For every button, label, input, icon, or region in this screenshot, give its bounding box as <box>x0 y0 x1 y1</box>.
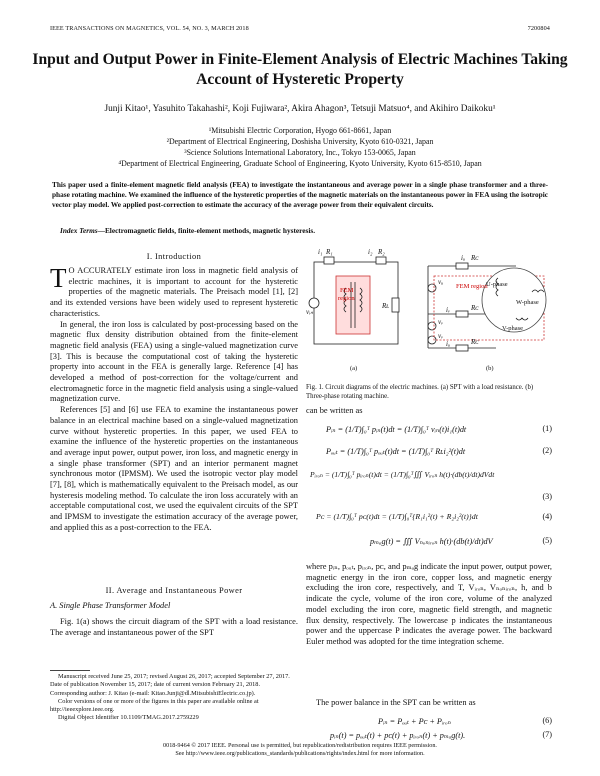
resistor-rc-v <box>456 311 468 317</box>
label-w-phase: W-phase <box>516 299 539 306</box>
equation-1-number: (1) <box>542 424 552 433</box>
power-balance-lead: The power balance in the SPT can be written as <box>316 698 476 707</box>
label-subfigure-b: (b) <box>486 365 494 372</box>
equation-6: Pᵢₙ = Pₒᵤₜ + Pᴄ + Pᵢᵣₒₙ <box>378 717 451 726</box>
figure-circuit-diagrams <box>306 248 552 380</box>
footnote-color: Color versions of one or more of the figures in this paper are available online at http://ieeexplore.ieee.org. <box>50 697 259 714</box>
label-subfigure-a: (a) <box>350 365 358 372</box>
footnote-manuscript: Manuscript received June 25, 2017; revised August 26, 2017; accepted September 27, 2017. Date of publication November 15, 2017; date of current version February 21, 2018. Corresponding author: J. Kitao (e-mail: Kitao.Junji@dl.MitsubishiElectric.co.jp). <box>50 673 290 697</box>
label-u-phase: U-phase <box>486 281 508 288</box>
label-fem-right: FEM region <box>456 283 488 290</box>
source-u-icon <box>428 284 436 292</box>
footnote-rule <box>50 670 90 671</box>
equation-4-number: (4) <box>542 512 552 521</box>
lead-in-text: can be written as <box>306 406 363 415</box>
index-terms-list: —Electromagnetic fields, finite-element methods, magnetic hysteresis. <box>97 226 316 235</box>
resistor-rl <box>392 298 399 312</box>
label-r1: R₁ <box>326 248 333 256</box>
equation-2: Pₒᵤₜ = (1/T)∫₀ᵀ pₒᵤₜ(t)dt = (1/T)∫₀ᵀ Rʟi₂²(t)dt <box>326 447 466 456</box>
label-vv: vᵥ <box>438 318 444 326</box>
label-iw: iᵤ <box>446 340 450 348</box>
intro-paragraph-2: In general, the iron loss is calculated by post-processing based on the magnetic flux density distribution obtained from the finite-element magnetic field analysis (FEA) using a single-valued magnetization curve [3]. This is because the computational cost of taking the hysteretic property into account in the FEA is generally large. Reference [4] has developed a method of post-correction for the voltage/current and electromagnetic force in the magnetic field analysis using a single-valued magnetization curve. <box>50 319 298 404</box>
equation-6-number: (6) <box>542 716 552 725</box>
equation-7: pᵢₙ(t) = pₒᵤₜ(t) + pᴄ(t) + pᵢᵣₒₙ(t) + pₘₐg(t). <box>330 731 466 740</box>
introduction-body <box>50 263 298 534</box>
running-header-journal: IEEE TRANSACTIONS ON MAGNETICS, VOL. 54, NO. 3, MARCH 2018 <box>50 25 249 32</box>
intro-paragraph-1: T O ACCURATELY estimate iron loss in magnetic field analysis of electric machines, it is important to account for the hysteretic properties of the magnetic materials. The Preisach model [1], [2] and its extended versions have been widely used to represent hysteretic characteristics. <box>50 263 298 318</box>
label-vw: vᵥ <box>438 332 444 340</box>
fem-region-left <box>336 276 370 334</box>
label-r2: R₂ <box>378 248 385 256</box>
author-names: Junji Kitao¹, Yasuhito Takahashi², Koji Fujiwara², Akira Ahagon³, Tetsuji Matsuo⁴, and Akihiro Daikoku¹ <box>104 104 496 114</box>
abstract: This paper used a finite-element magnetic field analysis (FEA) to investigate the instantaneous and average power in a single phase transformer and a three-phase rotating machine. We examined the influence of the hysteretic properties of the magnetic materials on the instantaneous power in FEA using the isotropic vector play model. We applied post-correction to estimate the accuracy of the average power from their equivalent circuits. <box>52 180 548 209</box>
affiliation-3: ³Science Solutions International Laboratory, Inc., Tokyo 153-0065, Japan <box>184 148 416 157</box>
voltage-source-icon <box>309 298 319 308</box>
equation-1: Pᵢₙ = (1/T)∫₀ᵀ pᵢₙ(t)dt = (1/T)∫₀ᵀ vᵢₙ(t)i₁(t)dt <box>326 425 467 434</box>
label-iu: iᵤ <box>461 254 465 262</box>
label-i1: i₁ <box>318 248 323 256</box>
author-list <box>30 104 570 114</box>
label-i2: i₂ <box>368 248 373 256</box>
definitions-paragraph: where pᵢₙ, pₒᵤₜ, pᵢᵣₒₙ, pᴄ, and pₘₐg indicate the input power, output power, magnetic energy in the iron core, copper loss, and magnetic energy excluding the iron core, respectively, and T, Vᵢᵣₒₙ, Vₙₒₙᵢᵣₒₙ, h, and b indicate the cycle, volume of the iron core, volume of the analyzed model excluding the iron core, magnetic field strength, and magnetic flux density, respectively. The lowercase p indicates the instantaneous power and the uppercase P indicates the average power. The backward Euler method was adopted for the time integration scheme. <box>306 562 552 646</box>
copyright-line-2: See http://www.ieee.org/publications_standards/publications/rights/index.html for more information. <box>175 750 425 757</box>
section2-paragraph-1: Fig. 1(a) shows the circuit diagram of the SPT with a load resistance. The average and instantaneous power of the SPT <box>50 617 298 637</box>
paper-title: Input and Output Power in Finite-Element Analysis of Electric Machines Taking Account of Hysteretic Property <box>32 51 568 88</box>
equation-4: Pᴄ = (1/T)∫₀ᵀ pᴄ(t)dt = (1/T)∫₀ᵀ{R₁i₁²(t) + R₂i₂²(t)}dt <box>316 512 478 521</box>
copyright-notice <box>40 742 560 758</box>
label-iv: iᵥ <box>446 306 450 314</box>
dropcap-letter: T <box>50 263 67 293</box>
affiliation-1: ¹Mitsubishi Electric Corporation, Hyogo 661-8661, Japan <box>208 126 392 135</box>
affiliation-4: ⁴Department of Electrical Engineering, Graduate School of Engineering, Kyoto University, Kyoto 615-8510, Japan <box>118 159 482 168</box>
copyright-line-1: 0018-9464 © 2017 IEEE. Personal use is permitted, but republication/redistribution requires IEEE permission. <box>163 742 437 749</box>
label-rl: Rʟ <box>382 302 390 310</box>
footnotes <box>50 670 298 723</box>
index-terms-label: Index Terms <box>60 226 98 235</box>
index-terms <box>60 226 550 235</box>
section-title-average-power: II. Average and Instantaneous Power <box>105 586 243 595</box>
equation-5-number: (5) <box>542 536 552 545</box>
subsection-title-spt: A. Single Phase Transformer Model <box>50 601 171 610</box>
section-title-introduction: I. Introduction <box>146 252 202 261</box>
label-rc-v: Rᴄ <box>471 304 479 312</box>
label-fem-left-region: region <box>338 295 355 302</box>
equation-7-number: (7) <box>542 730 552 739</box>
equation-3: Pᵢᵣₒₙ = (1/T)∫₀ᵀ pᵢᵣₒₙ(t)dt = (1/T)∫₀ᵀ∭ Vᵢᵣₒₙ h(t)·(db(t)/dt)dVdt <box>310 470 495 479</box>
equation-2-number: (2) <box>542 446 552 455</box>
equation-5: pₘₐg(t) = ∭ Vₙₒₙᵢᵣₒₙ h(t)·(db(t)/dt)dV <box>370 537 493 546</box>
resistor-r2 <box>376 257 386 264</box>
label-vu: vᵤ <box>438 278 444 286</box>
equation-3-number: (3) <box>542 492 552 501</box>
footnote-doi: Digital Object Identifier 10.1109/TMAG.2017.2759229 <box>58 714 199 722</box>
resistor-rc-w <box>456 345 468 351</box>
affiliation-2: ²Department of Electrical Engineering, Doshisha University, Kyoto 610-0321, Japan <box>166 137 434 146</box>
source-v-icon <box>428 322 436 330</box>
running-header-article-number: 7200804 <box>527 25 550 32</box>
source-w-icon <box>428 336 436 344</box>
resistor-rc-u <box>456 263 468 269</box>
figure-caption: Fig. 1. Circuit diagrams of the electric machines. (a) SPT with a load resistance. (b) Three-phase rotating machine. <box>306 384 534 400</box>
label-fem-left: FEM <box>340 287 354 294</box>
label-v-phase: V-phase <box>502 325 524 332</box>
label-rc-w: Rᴄ <box>471 338 479 346</box>
intro-paragraph-3: References [5] and [6] use FEA to examine the instantaneous power balance in an electrical machine based on a single-valued magnetization curve without hysteretic properties. In this paper, we used FEA to examine the influence of the hysteretic properties on the instantaneous and average input power, output power, iron loss, and magnetic energy in a single phase transformer (SPT) and an interior permanent magnet synchronous motor (IPMSM). We used the isotropic vector play model [7], [8], which is mathematically equivalent to the Preisach model, as our hysteresis modeling method. To calculate the iron loss accurately with an acceptable computational cost, we used the equivalent circuits of the SPT and IPMSM to investigate the estimation accuracy of the average power, and applied this as a post-correction to the FEA. <box>50 405 298 532</box>
label-vin: vᵢₙ <box>306 308 314 316</box>
resistor-r1 <box>324 257 334 264</box>
label-rc-u: Rᴄ <box>471 254 479 262</box>
